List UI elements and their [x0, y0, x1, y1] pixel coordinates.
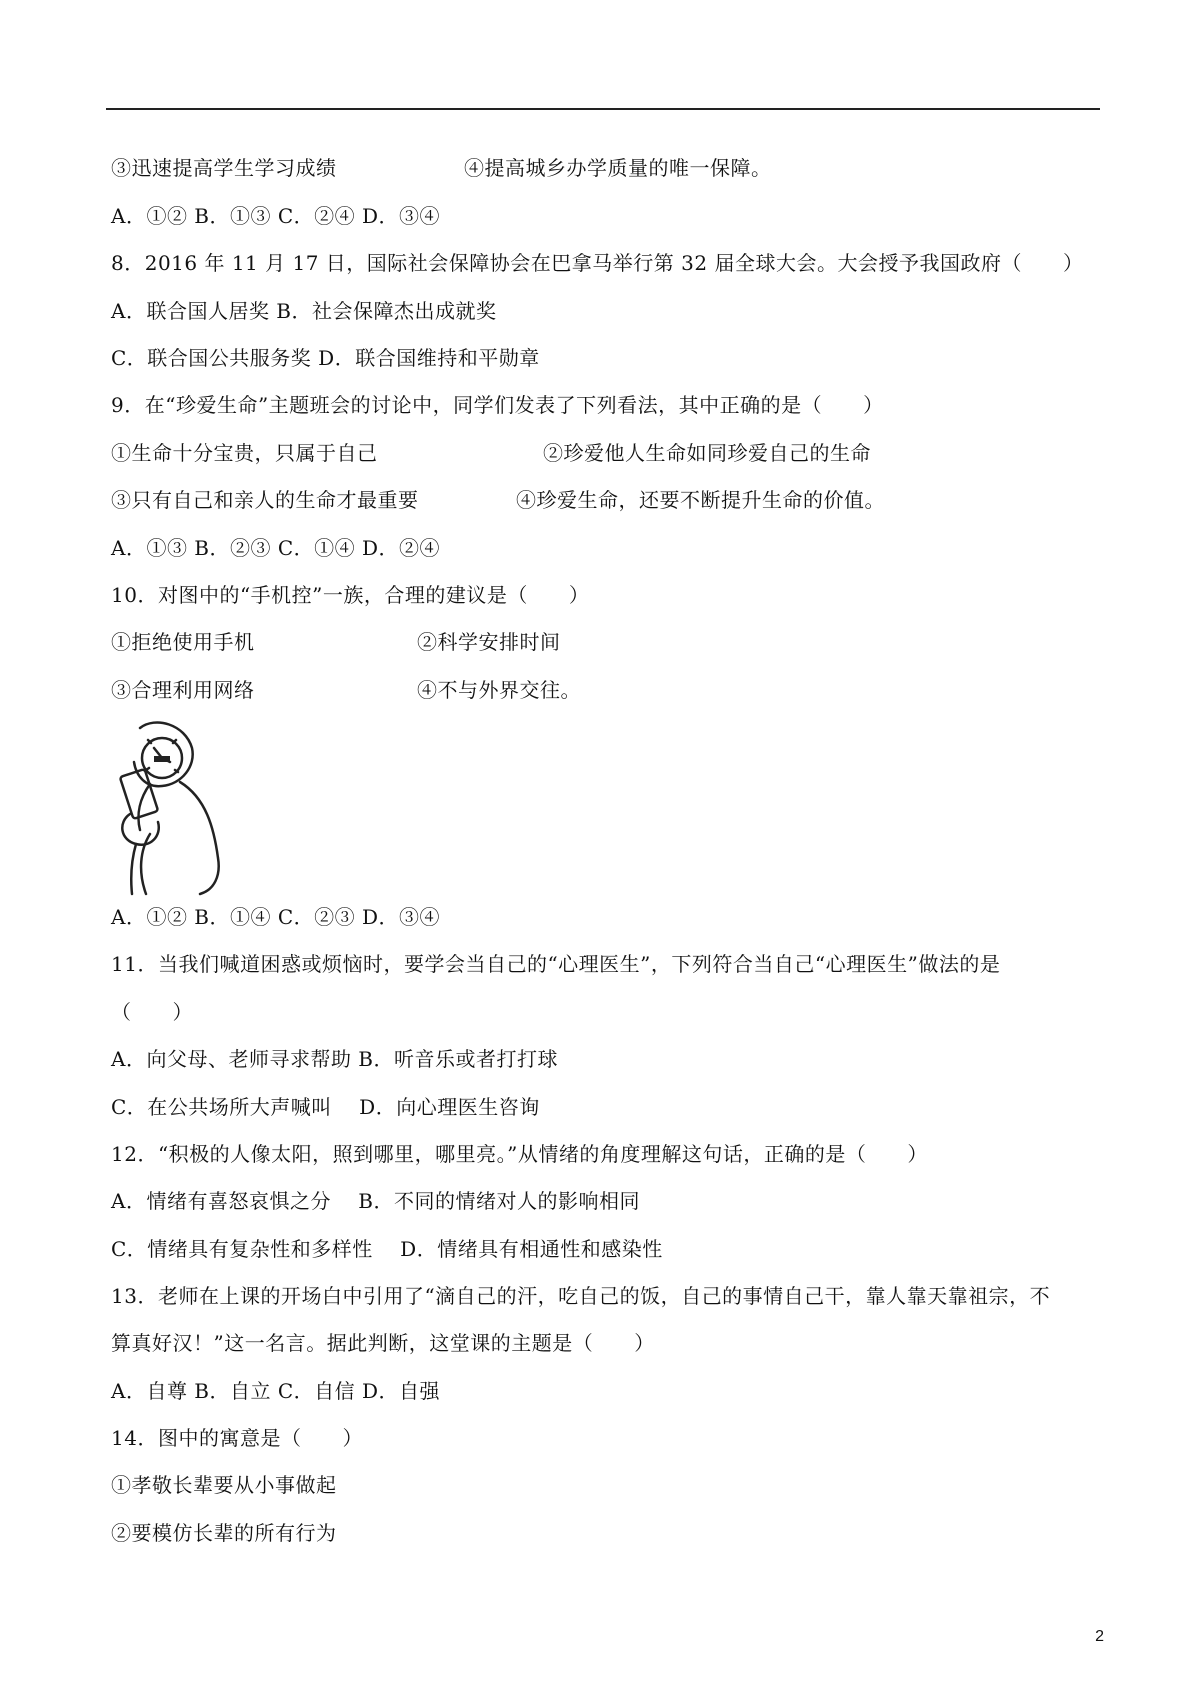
text-line: ③迅速提高学生学习成绩 ④提高城乡办学质量的唯一保障。: [111, 156, 772, 180]
text-line: ①生命十分宝贵，只属于自己 ②珍爱他人生命如同珍爱自己的生命: [111, 441, 871, 465]
phone-addict-cartoon: [110, 718, 242, 896]
answer-options: C．联合国公共服务奖 D．联合国维持和平勋章: [111, 346, 540, 370]
answer-bracket: （ ）: [111, 1000, 193, 1024]
answer-options: C．情绪具有复杂性和多样性 D．情绪具有相通性和感染性: [111, 1237, 663, 1261]
answer-options: A．①② B．①④ C．②③ D．③④: [111, 905, 441, 929]
answer-options: A．联合国人居奖 B．社会保障杰出成就奖: [111, 299, 497, 323]
question-11: 11．当我们喊道困惑或烦恼时，要学会当自己的“心理医生”，下列符合当自己“心理医生”做法的是: [111, 952, 1001, 976]
answer-options: A．情绪有喜怒哀惧之分 B．不同的情绪对人的影响相同: [111, 1189, 640, 1213]
text-line: ①拒绝使用手机 ②科学安排时间: [111, 630, 561, 654]
question-8: 8．2016 年 11 月 17 日，国际社会保障协会在巴拿马举行第 32 届全球大会。大会授予我国政府（ ）: [111, 251, 1084, 275]
answer-options: A．自尊 B．自立 C．自信 D．自强: [111, 1379, 441, 1403]
text-line: ①孝敬长辈要从小事做起: [111, 1473, 337, 1497]
question-9: 9．在“珍爱生命”主题班会的讨论中，同学们发表了下列看法，其中正确的是（ ）: [111, 393, 884, 417]
question-10: 10．对图中的“手机控”一族，合理的建议是（ ）: [111, 583, 590, 607]
question-12: 12．“积极的人像太阳，照到哪里，哪里亮。”从情绪的角度理解这句话，正确的是（ ）: [111, 1142, 928, 1166]
header-rule: [106, 108, 1100, 110]
answer-options: A．①③ B．②③ C．①④ D．②④: [111, 536, 441, 560]
answer-options: A．向父母、老师寻求帮助 B．听音乐或者打打球: [111, 1047, 558, 1071]
answer-options: C．在公共场所大声喊叫 D．向心理医生咨询: [111, 1095, 540, 1119]
text-line: ②要模仿长辈的所有行为: [111, 1521, 337, 1545]
answer-options: A．①② B．①③ C．②④ D．③④: [111, 204, 441, 228]
page-number: 2: [1095, 1628, 1104, 1645]
question-13-cont: 算真好汉！”这一名言。据此判断，这堂课的主题是（ ）: [111, 1331, 655, 1355]
question-14: 14．图中的寓意是（ ）: [111, 1426, 363, 1450]
text-line: ③只有自己和亲人的生命才最重要 ④珍爱生命，还要不断提升生命的价值。: [111, 488, 885, 512]
question-13: 13．老师在上课的开场白中引用了“滴自己的汗，吃自己的饭，自己的事情自己干，靠人靠天靠祖宗，不: [111, 1284, 1051, 1308]
text-line: ③合理利用网络 ④不与外界交往。: [111, 678, 581, 702]
